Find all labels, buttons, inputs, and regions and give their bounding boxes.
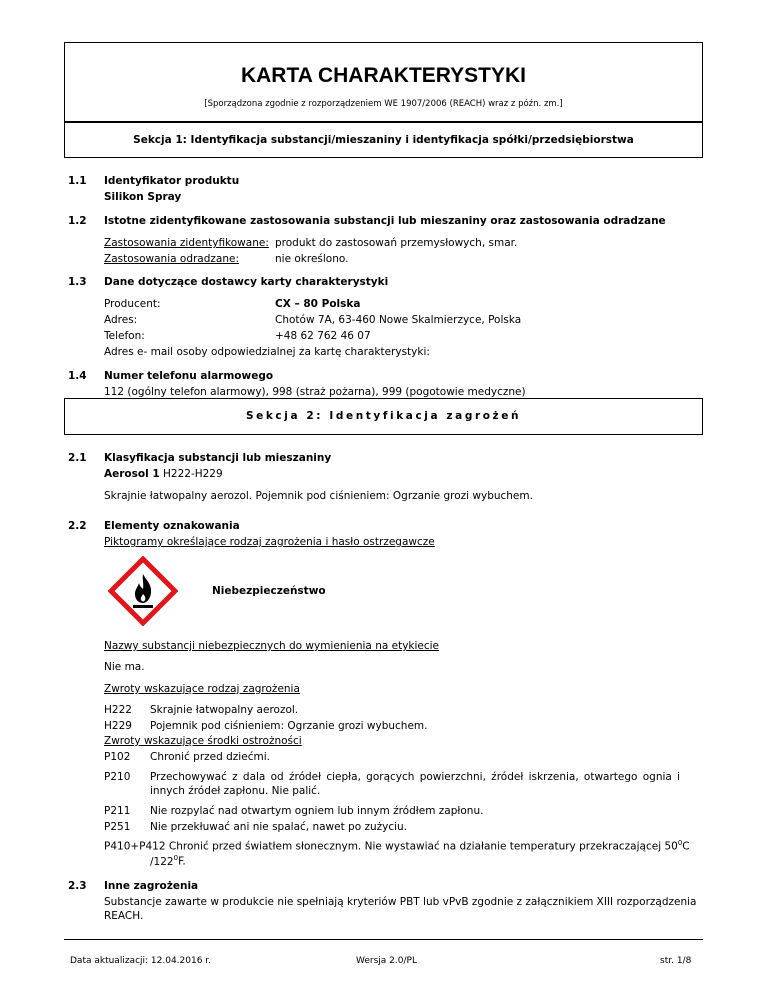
identified-uses-value: produkt do zastosowań przemysłowych, smar. <box>275 237 518 249</box>
p210-text: Przechowywać z dala od źródeł ciepła, gorących powierzchni, źródeł iskrzenia, otwartego ognia i innych źródeł zapłonu. Nie palić. <box>150 771 680 797</box>
section-1-1-number: 1.1 <box>68 175 87 187</box>
document-subtitle: [Sporządzona zgodnie z rozporządzeniem WE 1907/2006 (REACH) wraz z późn. zm.] <box>204 99 563 109</box>
flame-icon <box>108 556 178 626</box>
section-1-1-heading: Identyfikator produktu <box>104 175 240 187</box>
p410-p412-statement: P410+P412 Chronić przed światłem słonecznym. Nie wystawiać na działanie temperatury przekraczającej $50^0C$ $/122^0F$. <box>104 839 690 868</box>
footer-version: Wersja 2.0/PL <box>356 956 417 966</box>
p251-text: Nie przekłuwać ani nie spalać, nawet po zużyciu. <box>150 821 408 833</box>
p210-code: P210 <box>104 771 131 783</box>
product-name: Silikon Spray <box>104 191 182 203</box>
identified-uses-label: Zastosowania zidentyfikowane: <box>104 237 269 249</box>
section-2-3-number: 2.3 <box>68 880 87 892</box>
classification-codes: H222-H229 <box>159 468 223 480</box>
section-1-3-number: 1.3 <box>68 276 87 288</box>
section-2-2-heading: Elementy oznakowania <box>104 520 240 532</box>
discouraged-uses-value: nie określono. <box>275 253 349 265</box>
footer-date: Data aktualizacji: 12.04.2016 r. <box>70 956 212 966</box>
section-1-2-number: 1.2 <box>68 215 87 227</box>
producer-value: CX – 80 Polska <box>275 298 361 310</box>
footer-page: str. 1/8 <box>660 956 692 966</box>
p102-text: Chronić przed dziećmi. <box>150 751 270 763</box>
section-2-1-number: 2.1 <box>68 452 87 464</box>
document-title: KARTA CHARAKTERYSTYKI <box>240 64 527 87</box>
section-1-3-heading: Dane dotyczące dostawcy karty charakterystyki <box>104 276 389 288</box>
emergency-phone-text: 112 (ogólny telefon alarmowy), 998 (straż pożarna), 999 (pogotowie medyczne) <box>104 386 526 398</box>
signal-word: Niebezpieczeństwo <box>212 585 326 597</box>
section-1-4-heading: Numer telefonu alarmowego <box>104 370 274 382</box>
producer-label: Producent: <box>104 298 161 310</box>
p251-code: P251 <box>104 821 131 833</box>
h222-code: H222 <box>104 704 132 716</box>
section-2-1-heading: Klasyfikacja substancji lub mieszaniny <box>104 452 332 464</box>
email-line: Adres e- mail osoby odpowiedzialnej za kartę charakterystyki: <box>104 346 430 358</box>
p211-text: Nie rozpylać nad otwartym ogniem lub innym źródłem zapłonu. <box>150 805 484 817</box>
substances-text: Nie ma. <box>104 661 145 673</box>
section-1-title: Sekcja 1: Identyfikacja substancji/mieszaniny i identyfikacja spółki/przedsiębiorstwa <box>64 122 703 158</box>
section-2-3-heading: Inne zagrożenia <box>104 880 199 892</box>
substances-heading: Nazwy substancji niebezpiecznych do wymienienia na etykiecie <box>104 640 440 652</box>
address-value: Chotów 7A, 63-460 Nowe Skalmierzyce, Polska <box>275 314 522 326</box>
section-1-4-number: 1.4 <box>68 370 87 382</box>
phone-value: +48 62 762 46 07 <box>275 330 371 342</box>
section-2-2-number: 2.2 <box>68 520 87 532</box>
phone-label: Telefon: <box>104 330 145 342</box>
classification-category: Aerosol 1 <box>104 468 160 480</box>
h229-text: Pojemnik pod ciśnieniem: Ogrzanie grozi wybuchem. <box>150 720 428 732</box>
other-hazards-text: Substancje zawarte w produkcie nie spełniają kryteriów PBT lub vPvB zgodnie z załącznikiem XIII rozporządzenia REACH. <box>104 896 697 922</box>
section-1-2-heading: Istotne zidentyfikowane zastosowania substancji lub mieszaniny oraz zastosowania odradzane <box>104 215 666 227</box>
h222-text: Skrajnie łatwopalny aerozol. <box>150 704 299 716</box>
p211-code: P211 <box>104 805 131 817</box>
classification-text: Skrajnie łatwopalny aerozol. Pojemnik pod ciśnieniem: Ogrzanie grozi wybuchem. <box>104 490 533 502</box>
discouraged-uses-label: Zastosowania odradzane: <box>104 253 240 265</box>
p102-code: P102 <box>104 751 131 763</box>
h229-code: H229 <box>104 720 132 732</box>
pictograms-heading: Piktogramy określające rodzaj zagrożenia i hasło ostrzegawcze <box>104 536 435 548</box>
footer-divider <box>64 939 703 940</box>
address-label: Adres: <box>104 314 138 326</box>
h-statements-heading: Zwroty wskazujące rodzaj zagrożenia <box>104 683 300 695</box>
classification-line <box>104 468 223 482</box>
section-2-title: Sekcja 2: Identyfikacja zagrożeń <box>64 398 703 435</box>
p-statements-heading: Zwroty wskazujące środki ostrożności <box>104 735 302 747</box>
p410-p412-code: P410+P412 <box>104 840 166 853</box>
